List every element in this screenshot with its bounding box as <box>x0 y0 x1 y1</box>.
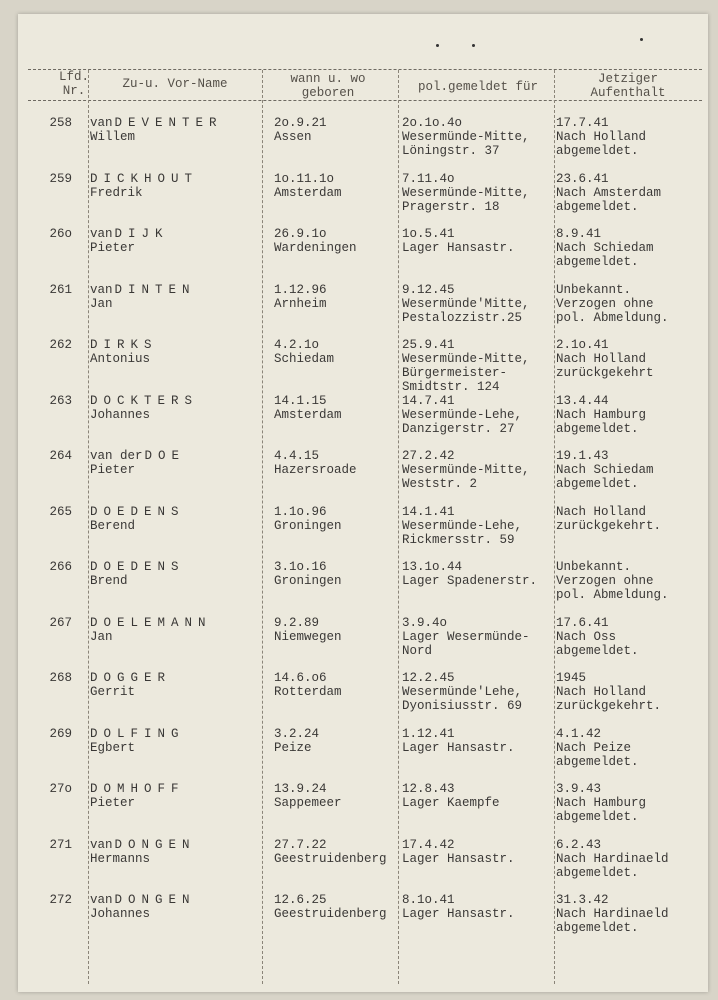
birth-date: 1.12.96 <box>274 282 327 297</box>
birth-date: 3.1o.16 <box>274 560 327 574</box>
birth-place: Niemwegen <box>274 629 342 644</box>
current-whereabouts-line: abgemeldet. <box>556 810 639 824</box>
birth-date: 14.6.o6 <box>274 671 327 685</box>
first-name: Willem <box>90 130 136 144</box>
registered-address-line: Lager Hansastr. <box>402 907 515 921</box>
current-whereabouts-line: zurückgekehrt <box>556 366 654 380</box>
birth-date: 9.2.89 <box>274 615 320 630</box>
surname: DOGGER <box>90 671 172 685</box>
name-line <box>90 394 198 409</box>
ink-speck <box>640 38 643 41</box>
surname: DIRKS <box>90 338 158 352</box>
birth-date: 27.7.22 <box>274 837 327 852</box>
current-whereabouts-line: Nach Hardinaeld <box>556 907 669 921</box>
current-whereabouts-line: Nach Hamburg <box>556 796 647 810</box>
registered-address-line: Lager Kaempfe <box>402 796 500 810</box>
birth-place: Groningen <box>274 574 342 588</box>
row-number: 269 <box>49 726 72 741</box>
name-prefix: van <box>90 837 113 852</box>
ink-speck <box>472 44 475 47</box>
registered-address-line: Wesermünde-Mitte, <box>402 130 530 144</box>
first-name: Gerrit <box>90 685 136 699</box>
surname: DOEDENS <box>90 560 185 574</box>
name-line <box>90 616 212 631</box>
name-line <box>90 838 196 853</box>
header-current <box>558 72 698 100</box>
current-whereabouts-line: Nach Hardinaeld <box>556 851 669 866</box>
birth-date: 4.4.15 <box>274 449 320 463</box>
current-whereabouts-line: Verzogen ohne <box>556 574 654 588</box>
name-line <box>90 449 185 464</box>
first-name: Pieter <box>90 463 136 477</box>
registered-address-line: 3.9.4o <box>402 615 448 630</box>
registered-address-line: Pestalozzistr.25 <box>402 310 523 325</box>
header-nr <box>56 70 92 98</box>
current-whereabouts-line: 13.4.44 <box>556 393 609 408</box>
birth-place: Amsterdam <box>274 407 342 422</box>
column-divider <box>262 70 263 984</box>
name-line <box>90 505 185 520</box>
row-number: 267 <box>49 615 72 630</box>
row-number: 264 <box>49 449 72 463</box>
birth-date: 2o.9.21 <box>274 116 327 130</box>
header-born-line1: wann u. wo <box>290 72 366 86</box>
current-whereabouts-line: 3.9.43 <box>556 782 602 796</box>
registered-address-line: Pragerstr. 18 <box>402 199 500 214</box>
birth-date: 4.2.1o <box>274 338 320 352</box>
surname: DOLFING <box>90 726 185 741</box>
current-whereabouts-line: Nach Holland <box>556 352 647 366</box>
current-whereabouts-line: Nach Oss <box>556 629 617 644</box>
current-whereabouts-line: pol. Abmeldung. <box>556 310 669 325</box>
current-whereabouts-line: Nach Holland <box>556 130 647 144</box>
registered-address-line: Wesermünde-Mitte, <box>402 463 530 477</box>
registered-address-line: Lager Hansastr. <box>402 740 515 755</box>
row-number: 268 <box>49 671 72 685</box>
row-number: 272 <box>49 893 72 907</box>
first-name: Antonius <box>90 352 151 366</box>
row-number: 271 <box>49 837 72 852</box>
current-whereabouts-line: abgemeldet. <box>556 477 639 491</box>
name-line <box>90 893 196 908</box>
current-whereabouts-line: Nach Holland <box>556 685 647 699</box>
registered-address-line: Rickmersstr. 59 <box>402 532 515 547</box>
row-number: 27o <box>49 782 72 796</box>
current-whereabouts-line: Nach Hamburg <box>556 407 647 422</box>
row-number: 265 <box>49 504 72 519</box>
current-whereabouts-line: abgemeldet. <box>556 754 639 769</box>
surname: DOCKTERS <box>90 393 199 408</box>
name-prefix: van <box>90 116 113 130</box>
birth-place: Geestruidenberg <box>274 851 387 866</box>
row-number: 262 <box>49 338 72 352</box>
first-name: Jan <box>90 629 113 644</box>
current-whereabouts-line: Nach Peize <box>556 740 632 755</box>
birth-date: 12.6.25 <box>274 893 327 907</box>
registered-address-line: Danzigerstr. 27 <box>402 421 515 436</box>
surname: DIJK <box>114 227 169 241</box>
birth-date: 13.9.24 <box>274 782 327 796</box>
current-whereabouts-line: Nach Holland <box>556 504 647 519</box>
current-whereabouts-line: 23.6.41 <box>556 171 609 186</box>
registered-address-line: 27.2.42 <box>402 449 455 463</box>
name-line <box>90 283 196 298</box>
first-name: Pieter <box>90 796 136 810</box>
current-whereabouts-line: Unbekannt. <box>556 560 632 574</box>
first-name: Johannes <box>90 907 151 921</box>
current-whereabouts-line: abgemeldet. <box>556 199 639 214</box>
surname: DONGEN <box>114 893 196 907</box>
registered-address-line: 17.4.42 <box>402 837 455 852</box>
first-name: Berend <box>90 518 136 533</box>
surname: DOMHOFF <box>90 782 185 796</box>
birth-date: 3.2.24 <box>274 726 320 741</box>
header-top-rule <box>28 69 702 70</box>
registered-address-line: 13.1o.44 <box>402 560 463 574</box>
first-name: Pieter <box>90 241 136 255</box>
current-whereabouts-line: 8.9.41 <box>556 227 602 241</box>
name-line <box>90 727 185 742</box>
birth-date: 1.1o.96 <box>274 504 327 519</box>
birth-place: Assen <box>274 130 312 144</box>
current-whereabouts-line: zurückgekehrt. <box>556 518 662 533</box>
current-whereabouts-line: abgemeldet. <box>556 643 639 658</box>
registered-address-line: Lager Hansastr. <box>402 241 515 255</box>
ink-speck <box>436 44 439 47</box>
name-prefix: van <box>90 893 113 907</box>
row-number: 26o <box>49 227 72 241</box>
name-prefix: van <box>90 227 113 241</box>
row-number: 259 <box>49 171 72 186</box>
birth-place: Rotterdam <box>274 685 342 699</box>
birth-place: Geestruidenberg <box>274 907 387 921</box>
name-line <box>90 338 158 353</box>
name-line <box>90 172 198 187</box>
surname: DICKHOUT <box>90 171 199 186</box>
registered-address-line: Lager Hansastr. <box>402 851 515 866</box>
registered-address-line: 14.1.41 <box>402 504 455 519</box>
current-whereabouts-line: abgemeldet. <box>556 865 639 880</box>
registered-address-line: Wesermünde-Mitte, <box>402 185 530 200</box>
registered-address-line: Smidtstr. 124 <box>402 380 500 394</box>
header-bottom-rule <box>28 100 702 101</box>
name-line <box>90 782 185 797</box>
birth-place: Schiedam <box>274 352 335 366</box>
current-whereabouts-line: abgemeldet. <box>556 255 639 269</box>
birth-place: Peize <box>274 740 312 755</box>
header-born <box>263 72 393 100</box>
birth-date: 1o.11.1o <box>274 171 335 186</box>
header-nr-line2: Nr. <box>62 84 86 98</box>
current-whereabouts-line: 1945 <box>556 671 587 685</box>
registered-address-line: 12.2.45 <box>402 671 455 685</box>
surname: DOELEMANN <box>90 615 212 630</box>
registered-address-line: Wesermünde-Lehe, <box>402 407 523 422</box>
name-line <box>90 116 223 131</box>
header-current-line2: Aufenthalt <box>590 86 666 100</box>
birth-place: Arnheim <box>274 296 327 311</box>
current-whereabouts-line: Verzogen ohne <box>556 296 654 311</box>
registered-address-line: Wesermünde'Mitte, <box>402 296 530 311</box>
name-line <box>90 671 171 686</box>
row-number: 266 <box>49 560 72 574</box>
registered-address-line: 8.1o.41 <box>402 893 455 907</box>
registered-address-line: Wesermünde'Lehe, <box>402 685 523 699</box>
current-whereabouts-line: abgemeldet. <box>556 144 639 158</box>
column-divider <box>88 70 89 984</box>
registered-address-line: Wesermünde-Lehe, <box>402 518 523 533</box>
first-name: Egbert <box>90 740 136 755</box>
current-whereabouts-line: 19.1.43 <box>556 449 609 463</box>
registered-address-line: 7.11.4o <box>402 171 455 186</box>
registered-address-line: Bürgermeister- <box>402 366 508 380</box>
first-name: Johannes <box>90 407 151 422</box>
current-whereabouts-line: 17.6.41 <box>556 615 609 630</box>
header-current-line1: Jetziger <box>597 72 658 86</box>
registered-address-line: 12.8.43 <box>402 782 455 796</box>
registered-address-line: 9.12.45 <box>402 282 455 297</box>
registered-address-line: 2o.1o.4o <box>402 116 463 130</box>
current-whereabouts-line: 17.7.41 <box>556 116 609 130</box>
registered-address-line: Weststr. 2 <box>402 477 478 491</box>
name-line <box>90 227 169 242</box>
column-divider <box>398 70 399 984</box>
registered-address-line: Nord <box>402 643 433 658</box>
current-whereabouts-line: Unbekannt. <box>556 282 632 297</box>
name-line <box>90 560 185 575</box>
first-name: Jan <box>90 296 113 311</box>
current-whereabouts-line: 4.1.42 <box>556 726 602 741</box>
birth-place: Hazersroade <box>274 463 357 477</box>
row-number: 261 <box>49 282 72 297</box>
row-number: 263 <box>49 393 72 408</box>
current-whereabouts-line: zurückgekehrt. <box>556 699 662 713</box>
registered-address-line: Lager Spadenerstr. <box>402 574 538 588</box>
registered-address-line: 1o.5.41 <box>402 227 455 241</box>
registered-address-line: Lager Wesermünde- <box>402 629 530 644</box>
registered-address-line: 25.9.41 <box>402 338 455 352</box>
current-whereabouts-line: pol. Abmeldung. <box>556 588 669 602</box>
surname: DEVENTER <box>114 116 223 130</box>
birth-date: 14.1.15 <box>274 393 327 408</box>
registered-address-line: Wesermünde-Mitte, <box>402 352 530 366</box>
registered-address-line: Löningstr. 37 <box>402 144 500 158</box>
registered-address-line: Dyonisiusstr. 69 <box>402 699 523 713</box>
header-name: Zu-u. Vor-Name <box>122 77 228 91</box>
current-whereabouts-line: abgemeldet. <box>556 421 639 436</box>
current-whereabouts-line: 6.2.43 <box>556 837 602 852</box>
registered-address-line: 1.12.41 <box>402 726 455 741</box>
document-page <box>18 14 708 992</box>
column-divider <box>554 70 555 984</box>
birth-place: Wardeningen <box>274 241 357 255</box>
name-prefix: van der <box>90 449 143 463</box>
row-number: 258 <box>49 116 72 130</box>
first-name: Fredrik <box>90 185 143 200</box>
header-born-line2: geboren <box>301 86 355 100</box>
current-whereabouts-line: abgemeldet. <box>556 921 639 935</box>
birth-place: Sappemeer <box>274 796 342 810</box>
current-whereabouts-line: 31.3.42 <box>556 893 609 907</box>
header-registered: pol.gemeldet für <box>417 80 539 94</box>
birth-place: Groningen <box>274 518 342 533</box>
registered-address-line: 14.7.41 <box>402 393 455 408</box>
current-whereabouts-line: Nach Amsterdam <box>556 185 662 200</box>
birth-place: Amsterdam <box>274 185 342 200</box>
surname: DOEDENS <box>90 504 185 519</box>
first-name: Brend <box>90 574 128 588</box>
current-whereabouts-line: 2.1o.41 <box>556 338 609 352</box>
current-whereabouts-line: Nach Schiedam <box>556 463 654 477</box>
surname: DINTEN <box>114 282 196 297</box>
current-whereabouts-line: Nach Schiedam <box>556 241 654 255</box>
first-name: Hermanns <box>90 851 151 866</box>
surname: DONGEN <box>114 837 196 852</box>
header-nr-line1: Lfd. <box>58 70 89 84</box>
birth-date: 26.9.1o <box>274 227 327 241</box>
surname: DOE <box>144 449 186 463</box>
name-prefix: van <box>90 282 113 297</box>
